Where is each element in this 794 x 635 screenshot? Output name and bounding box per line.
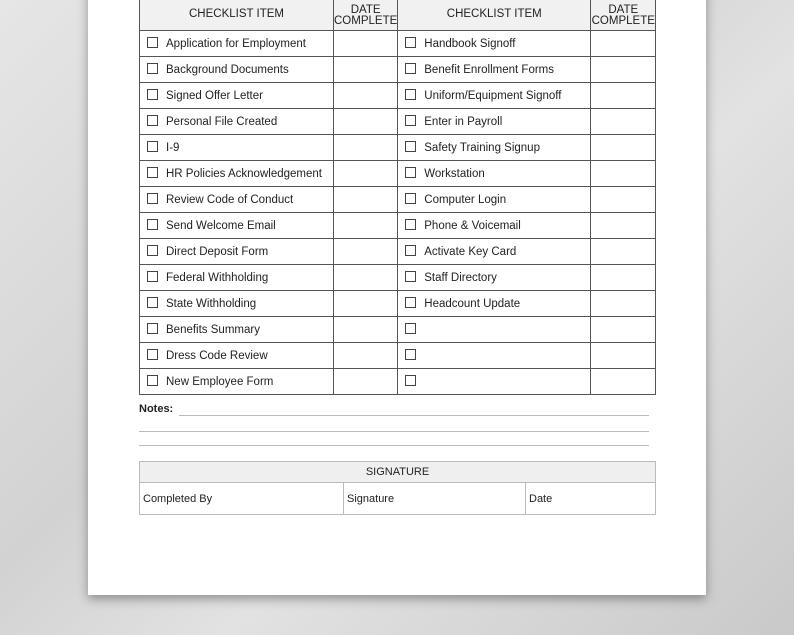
checklist-row (140, 239, 656, 265)
checklist-item-label: Uniform/Equipment Signoff (424, 90, 562, 102)
checklist-item-right (398, 343, 591, 369)
header-date-complete-right (591, 0, 656, 31)
header-date-complete-left (334, 0, 398, 31)
checklist-item-label: Headcount Update (424, 298, 521, 310)
date-complete-cell[interactable] (334, 369, 398, 395)
checklist-row (140, 31, 656, 57)
checkbox[interactable] (405, 219, 416, 230)
checkbox[interactable] (405, 271, 416, 282)
date-complete-cell[interactable] (591, 265, 656, 291)
checklist-item-label: Application for Employment (166, 38, 306, 50)
checklist-item-label: Computer Login (424, 194, 507, 206)
checkbox[interactable] (147, 297, 158, 308)
checklist-item-left (140, 31, 334, 57)
checklist-row (140, 265, 656, 291)
checklist-item-right (398, 187, 591, 213)
checklist-item-label: New Employee Form (166, 376, 274, 388)
checklist-item-label: Benefits Summary (166, 324, 260, 336)
checkbox[interactable] (147, 115, 158, 126)
date-complete-cell[interactable] (334, 161, 398, 187)
checkbox[interactable] (147, 141, 158, 152)
checklist-item-right (398, 109, 591, 135)
date-complete-cell[interactable] (334, 187, 398, 213)
date-complete-cell[interactable] (334, 83, 398, 109)
checklist-item-label: Direct Deposit Form (166, 246, 269, 258)
date-complete-cell[interactable] (591, 187, 656, 213)
date-complete-cell[interactable] (334, 57, 398, 83)
date-complete-cell[interactable] (334, 343, 398, 369)
date-complete-cell[interactable] (334, 31, 398, 57)
checklist-item-right (398, 57, 591, 83)
checkbox[interactable] (147, 193, 158, 204)
checklist-item-label: Enter in Payroll (424, 116, 503, 128)
completed-by-field[interactable]: Completed By (140, 483, 344, 515)
checklist-item-left (140, 317, 334, 343)
checklist-row (140, 187, 656, 213)
checklist-item-label: Handbook Signoff (424, 38, 516, 50)
checklist-item-right (398, 213, 591, 239)
date-complete-cell[interactable] (334, 317, 398, 343)
checklist-item-left (140, 109, 334, 135)
checkbox[interactable] (147, 323, 158, 334)
checkbox[interactable] (147, 271, 158, 282)
checkbox[interactable] (405, 193, 416, 204)
checklist-row (140, 161, 656, 187)
header-checklist-item-left: CHECKLIST ITEM (140, 0, 334, 31)
checklist-item-right (398, 161, 591, 187)
signature-header: SIGNATURE (140, 462, 656, 483)
checklist-item-label: Workstation (424, 168, 485, 180)
date-complete-cell[interactable] (334, 109, 398, 135)
checklist-row (140, 213, 656, 239)
signature-table (139, 461, 656, 515)
date-complete-cell[interactable] (591, 57, 656, 83)
checklist-row (140, 135, 656, 161)
date-complete-cell[interactable] (591, 31, 656, 57)
checklist-row (140, 83, 656, 109)
checklist-item-label: Benefit Enrollment Forms (424, 64, 555, 76)
checkbox[interactable] (405, 37, 416, 48)
checklist-item-label: Staff Directory (424, 272, 497, 284)
header-date-label: DATE (350, 4, 381, 16)
checklist-item-label: Background Documents (166, 64, 289, 76)
checklist-item-left (140, 265, 334, 291)
checklist-row (140, 317, 656, 343)
checklist-item-label: Phone & Voicemail (424, 220, 521, 232)
checkbox[interactable] (405, 349, 416, 360)
document-page (88, 0, 706, 595)
checklist-item-label: Send Welcome Email (166, 220, 276, 232)
checklist-row (140, 343, 656, 369)
date-complete-cell[interactable] (334, 265, 398, 291)
checkbox[interactable] (147, 245, 158, 256)
checkbox[interactable] (147, 89, 158, 100)
checklist-item-label: HR Policies Acknowledgement (166, 168, 322, 180)
checklist-item-label: Federal Withholding (166, 272, 269, 284)
checkbox[interactable] (147, 219, 158, 230)
checklist-item-label: Review Code of Conduct (166, 194, 294, 206)
checklist-item-left (140, 239, 334, 265)
checklist-item-right (398, 317, 591, 343)
checklist-item-label: Safety Training Signup (424, 142, 540, 154)
checklist-row (140, 369, 656, 395)
checklist-item-label: Signed Offer Letter (166, 90, 263, 102)
checkbox[interactable] (405, 245, 416, 256)
date-field[interactable]: Date (526, 483, 656, 515)
checklist-item-left (140, 57, 334, 83)
date-complete-cell[interactable] (591, 239, 656, 265)
checklist-item-label: Activate Key Card (424, 246, 517, 258)
checklist-item-label: Personal File Created (166, 116, 278, 128)
checkbox[interactable] (147, 63, 158, 74)
checkbox[interactable] (405, 167, 416, 178)
date-complete-cell[interactable] (591, 317, 656, 343)
checkbox[interactable] (405, 141, 416, 152)
date-complete-cell[interactable] (591, 109, 656, 135)
checkbox[interactable] (405, 297, 416, 308)
checklist-item-label: Dress Code Review (166, 350, 268, 362)
date-complete-cell[interactable] (591, 291, 656, 317)
checkbox[interactable] (405, 89, 416, 100)
date-complete-cell[interactable] (334, 135, 398, 161)
checklist-item-label: I-9 (166, 142, 180, 154)
checkbox[interactable] (405, 375, 416, 386)
checklist-item-label: State Withholding (166, 298, 257, 310)
checklist-item-left (140, 187, 334, 213)
header-complete-label: COMPLETE (591, 15, 655, 27)
checklist-item-right (398, 265, 591, 291)
checklist-item-right (398, 239, 591, 265)
notes-label: Notes: (139, 403, 174, 415)
date-complete-cell[interactable] (591, 83, 656, 109)
checklist-item-left (140, 83, 334, 109)
checklist-header-row (140, 0, 656, 31)
notes-line[interactable] (179, 415, 649, 416)
checklist-row (140, 291, 656, 317)
checklist-item-right (398, 31, 591, 57)
date-complete-cell[interactable] (591, 343, 656, 369)
date-complete-cell[interactable] (334, 291, 398, 317)
checkbox[interactable] (147, 37, 158, 48)
checklist-item-right (398, 83, 591, 109)
date-complete-cell[interactable] (591, 161, 656, 187)
date-complete-cell[interactable] (591, 369, 656, 395)
notes-line[interactable] (139, 431, 649, 432)
header-checklist-item-right: CHECKLIST ITEM (398, 0, 591, 31)
checkbox[interactable] (147, 349, 158, 360)
checkbox[interactable] (405, 63, 416, 74)
date-complete-cell[interactable] (591, 135, 656, 161)
checklist-item-right (398, 291, 591, 317)
checkbox[interactable] (147, 375, 158, 386)
checkbox[interactable] (147, 167, 158, 178)
notes-line[interactable] (139, 445, 649, 446)
checklist-row (140, 57, 656, 83)
signature-field[interactable]: Signature (344, 483, 526, 515)
checklist-row (140, 109, 656, 135)
date-complete-cell[interactable] (591, 213, 656, 239)
checklist-item-left (140, 213, 334, 239)
checklist-item-left (140, 369, 334, 395)
checklist-item-left (140, 161, 334, 187)
header-complete-label: COMPLETE (334, 15, 398, 27)
checklist-item-right (398, 135, 591, 161)
checkbox[interactable] (405, 115, 416, 126)
checklist-item-left (140, 343, 334, 369)
checklist-item-right (398, 369, 591, 395)
date-complete-cell[interactable] (334, 239, 398, 265)
header-date-label: DATE (608, 4, 639, 16)
checklist-item-left (140, 135, 334, 161)
checkbox[interactable] (405, 323, 416, 334)
checklist-item-left (140, 291, 334, 317)
date-complete-cell[interactable] (334, 213, 398, 239)
checklist-table (139, 0, 656, 395)
